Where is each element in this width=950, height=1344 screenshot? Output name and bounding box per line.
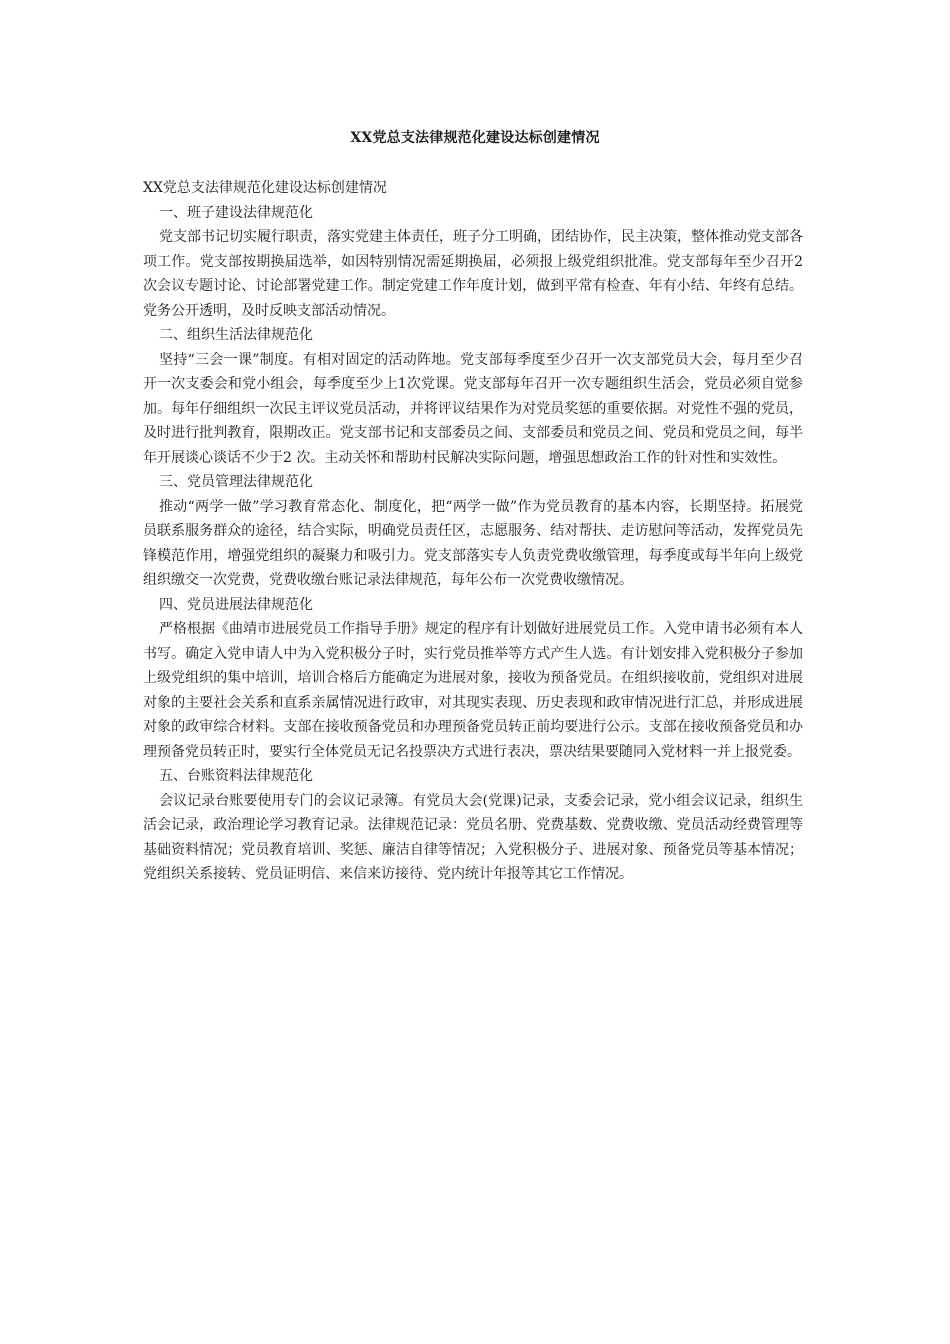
document-subtitle: XX党总支法律规范化建设达标创建情况 — [143, 180, 387, 196]
section-paragraph: 党支部书记切实履行职责，落实党建主体责任，班子分工明确，团结协作，民主决策，整体推动党支部各项工作。党支部按期换届选举，如因特别情况需延期换届，必须报上级党组织批准。党支部每年至少召开2次会议专题讨论、讨论部署党建工作。制定党建工作年度计划，做到平常有检查、年有小结、年终有总结。党务公开透明，及时反映支部活动情况。 — [143, 229, 803, 319]
section-heading: 五、台账资料法律规范化 — [159, 768, 313, 784]
section-paragraph: 推动“两学一做”学习教育常态化、制度化，把“两学一做”作为党员教育的基本内容，长期坚持。拓展党员联系服务群众的途径，结合实际，明确党员责任区，志愿服务、结对帮扶、走访慰问等活动，发挥党员先锋模范作用，增强党组织的凝聚力和吸引力。党支部落实专人负责党费收缴管理，每季度或每半年向上级党组织缴交一次党费，党费收缴台账记录法律规范，每年公布一次党费收缴情况。 — [143, 498, 803, 588]
section-2 — [143, 323, 803, 470]
document-title: XX党总支法律规范化建设达标创建情况 — [350, 130, 600, 146]
section-heading: 一、班子建设法律规范化 — [159, 204, 313, 221]
document-body — [143, 176, 803, 887]
section-heading: 三、党员管理法律规范化 — [159, 474, 313, 490]
section-4 — [143, 593, 803, 765]
section-paragraph: 会议记录台账要使用专门的会议记录簿。有党员大会(党课)记录，支委会记录，党小组会议记录，组织生活会记录，政治理论学习教育记录。法律规范记录：党员名册、党费基数、党费收缴、党员活动经费管理等基础资料情况；党员教育培训、奖惩、廉洁自律等情况；入党积极分子、进展对象、预备党员等基本情况；党组织关系接转、党员证明信、来信来访接待、党内统计年报等其它工作情况。 — [143, 792, 803, 882]
section-paragraph: 坚持“三会一课”制度。有相对固定的活动阵地。党支部每季度至少召开一次支部党员大会，每月至少召开一次支委会和党小组会，每季度至少上1次党课。党支部每年召开一次专题组织生活会，党员必须自觉参加。每年仔细组织一次民主评议党员活动，并将评议结果作为对党员奖惩的重要依据。对党性不强的党员，及时进行批判教育，限期改正。党支部书记和支部委员之间、支部委员和党员之间、党员和党员之间，每半年开展谈心谈话不少于2 次。主动关怀和帮助村民解决实际问题，增强思想政治工作的针对性和实效性。 — [143, 351, 803, 466]
section-5 — [143, 764, 803, 887]
section-paragraph: 严格根据《曲靖市进展党员工作指导手册》规定的程序有计划做好进展党员工作。入党申请书必须有本人书写。确定入党申请人中为入党积极分子时，实行党员推举等方式产生人选。有计划安排入党积极分子参加上级党组织的集中培训，培训合格后方能确定为进展对象，接收为预备党员。在组织接收前，党组织对进展对象的主要社会关系和直系亲属情况进行政审，对其现实表现、历史表现和政审情况进行汇总，并形成进展对象的政审综合材料。支部在接收预备党员和办理预备党员转正前均要进行公示。支部在接收预备党员和办理预备党员转正时，要实行全体党员无记名投票决方式进行表决，票决结果要随同入党材料一并上报党委。 — [143, 621, 803, 760]
section-heading: 四、党员进展法律规范化 — [159, 596, 313, 613]
section-3 — [143, 470, 803, 593]
section-heading: 二、组织生活法律规范化 — [159, 327, 313, 343]
section-1 — [143, 201, 803, 324]
